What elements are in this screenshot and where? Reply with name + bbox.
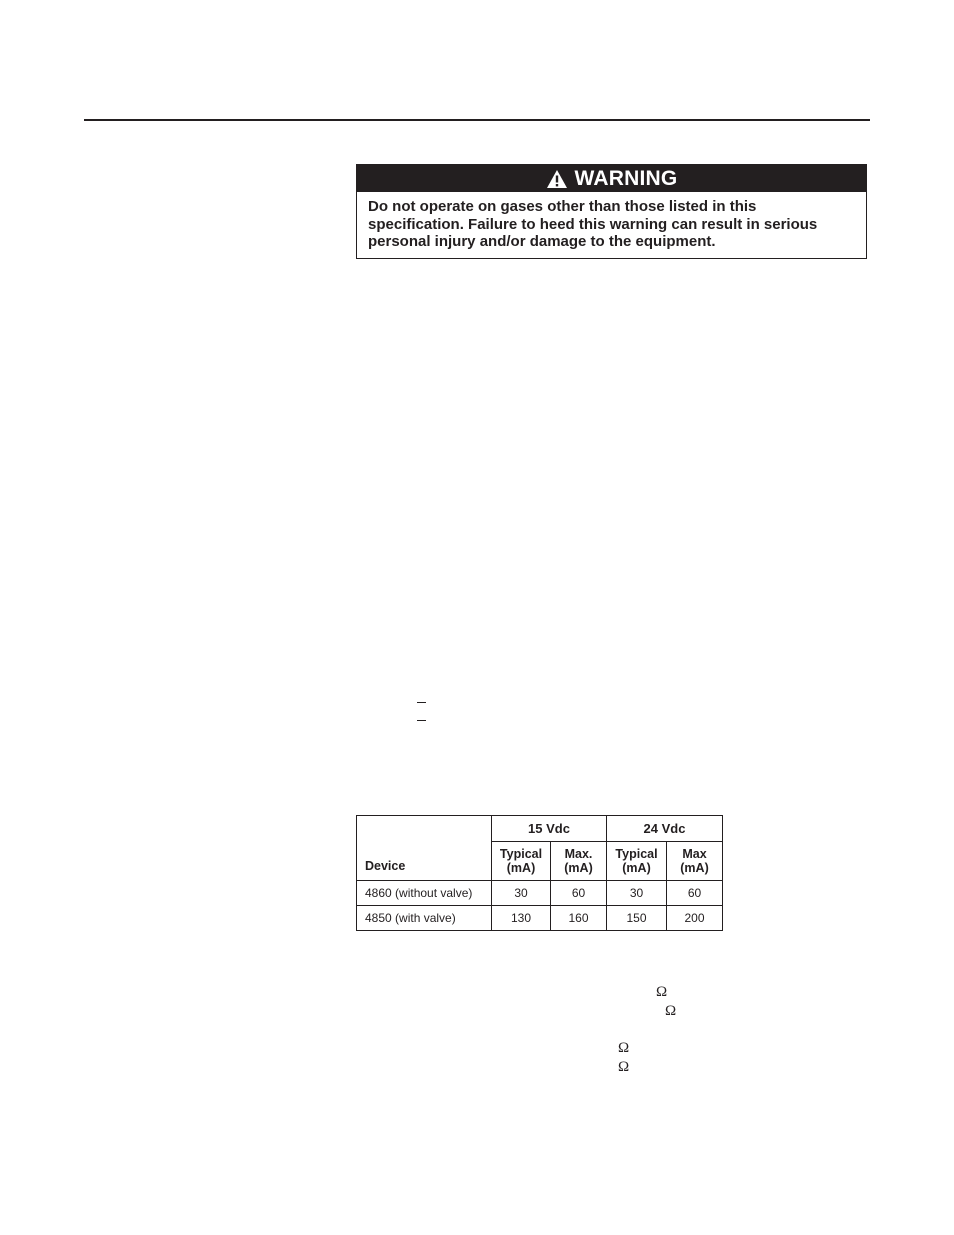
power-consumption-table <box>356 815 723 931</box>
value-cell: 60 <box>551 881 607 906</box>
value-cell: 200 <box>667 906 723 931</box>
device-cell: 4850 (with valve) <box>357 906 492 931</box>
table-group-header-row <box>357 816 723 842</box>
table-row <box>357 906 723 931</box>
value-cell: 130 <box>492 906 551 931</box>
table-row <box>357 881 723 906</box>
header-24vdc: 24 Vdc <box>607 816 723 842</box>
value-cell: 30 <box>492 881 551 906</box>
omega-symbol: Ω <box>618 1040 630 1056</box>
header-15vdc: 15 Vdc <box>492 816 607 842</box>
omega-symbol: Ω <box>656 984 668 1000</box>
header-typical-24: Typical (mA) <box>607 842 667 881</box>
value-cell: 160 <box>551 906 607 931</box>
omega-symbol: Ω <box>618 1059 630 1075</box>
warning-title: WARNING <box>574 166 678 190</box>
value-cell: 30 <box>607 881 667 906</box>
device-cell: 4860 (without valve) <box>357 881 492 906</box>
value-cell: 60 <box>667 881 723 906</box>
header-typical-15: Typical (mA) <box>492 842 551 881</box>
header-max-15: Max. (mA) <box>551 842 607 881</box>
device-header: Device <box>357 816 492 881</box>
warning-triangle-icon <box>546 169 568 189</box>
warning-box <box>356 164 867 259</box>
dash-mark <box>417 720 426 721</box>
omega-symbol: Ω <box>665 1003 677 1019</box>
dash-mark <box>417 702 426 703</box>
header-rule <box>84 119 870 121</box>
warning-header <box>357 165 866 192</box>
header-max-24: Max (mA) <box>667 842 723 881</box>
value-cell: 150 <box>607 906 667 931</box>
warning-text: Do not operate on gases other than those listed in this specification. Failure to heed this warning can result in serious personal injury and/or damage to the equipment. <box>368 198 818 250</box>
